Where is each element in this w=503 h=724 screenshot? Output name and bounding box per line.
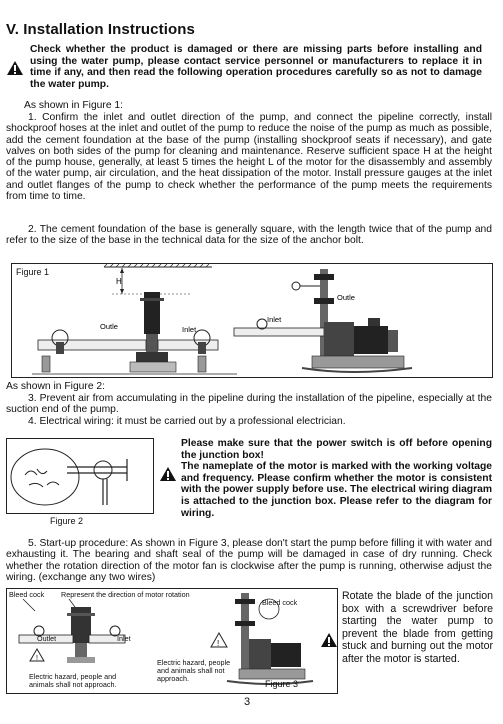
rotate-blade-warning: Rotate the blade of the junction box with a screwdriver before starting the water pump to prevent the blade from getting stuck and burning out the motor after the motor is started. (342, 590, 493, 665)
outlet-label: Outlet (37, 634, 57, 643)
step-3-text: 3. Prevent air from accumulating in the pipeline during the installation of the pipeline, especially at the suction end of the pump. (6, 393, 492, 416)
figure-3 (6, 588, 338, 694)
intro-warning-text: Check whether the product is damaged or there are missing parts before installing and using the water pump, please contact service personnel or manufacturers to replace it in time if any, and then read the following operation procedures carefully so as not to damage the water pump. (30, 44, 482, 90)
step-2-text: 2. The cement foundation of the base is generally square, with the length twice that of the pump and refer to the size of the base in the technical data for the size of the anchor bolt. (6, 224, 492, 247)
warning-icon (320, 632, 338, 648)
as-shown-figure2: As shown in Figure 2: (6, 381, 106, 392)
svg-text:!: ! (217, 639, 220, 648)
figure-1 (11, 263, 493, 378)
step-4-text: 4. Electrical wiring: it must be carried out by a professional electrician. (28, 416, 346, 427)
hazard-left-label: Electric hazard, people and animals shall not approach. (29, 672, 117, 689)
inlet-label: Inlet (117, 634, 131, 643)
rotation-note: Represent the direction of motor rotation (61, 590, 190, 599)
section-title: V. Installation Instructions (6, 21, 195, 38)
dim-h-label: H (116, 277, 122, 286)
outlet-left-label: Outle (100, 322, 118, 331)
step-1-text: 1. Confirm the inlet and outlet direction of the pump, and connect the pipeline correctly, install shockproof hoses at the inlet and outlet of the pump to reduce the noise of the pump as much as possible, add the cement foundation at the base of the pump (installing shockproof seats if necessary), and gate valves on both sides of the pump for cleaning and maintenance. Reserve sufficient space H at the height of the pump house, generally, at least 5 times the height L of the motor for the disassembly and assembly of the water pump, air circulation, and the heat dissipation of the motor. Install pressure gauges at the inlet and outlet flanges of the pump to check whether the performance of the pump meets the requirements from time to time. (6, 112, 492, 203)
as-shown-figure1: As shown in Figure 1: (24, 100, 124, 111)
warning-icon (6, 60, 24, 76)
wiring-warning-line2: The nameplate of the motor is marked with the working voltage and frequency. Please confirm whether the motor is consistent with the power supply before use. The electrical wiring diagram is attached to the junction box. Please refer to the diagram for wiring. (181, 461, 492, 519)
wiring-warning (181, 438, 492, 519)
figure-2 (6, 438, 154, 514)
inlet-left-label: Inlet (182, 325, 197, 334)
hazard-right-label: Electric hazard, people and animals shall not approach. (157, 658, 231, 683)
bleed-cock-right-label: Bleed cock (262, 598, 298, 607)
warning-icon (159, 466, 177, 482)
figure-1-label: Figure 1 (16, 267, 50, 277)
wiring-warning-line1: Please make sure that the power switch is off before opening the junction box! (181, 438, 492, 461)
inlet-right-label: Inlet (267, 315, 282, 324)
page-number: 3 (244, 696, 251, 708)
bleed-cock-left-label: Bleed cock (9, 590, 45, 599)
figure-2-drawing (7, 439, 153, 513)
step-5-text: 5. Start-up procedure: As shown in Figure 3, please don't start the pump before filling it with water and exhausting it. The bearing and shaft seal of the pump will be damaged in case of dry running. Check whether the rotation direction of the motor fan is clockwise after the pump is running, otherwise adjust the wiring. (exchange any two wires) (6, 538, 492, 583)
svg-text:!: ! (36, 655, 38, 662)
figure-3-label: Figure 3 (265, 679, 299, 689)
figure-1-drawing (12, 264, 492, 377)
outlet-right-label: Outle (337, 293, 355, 302)
figure-2-label: Figure 2 (50, 516, 84, 526)
intro-warning (6, 44, 492, 90)
